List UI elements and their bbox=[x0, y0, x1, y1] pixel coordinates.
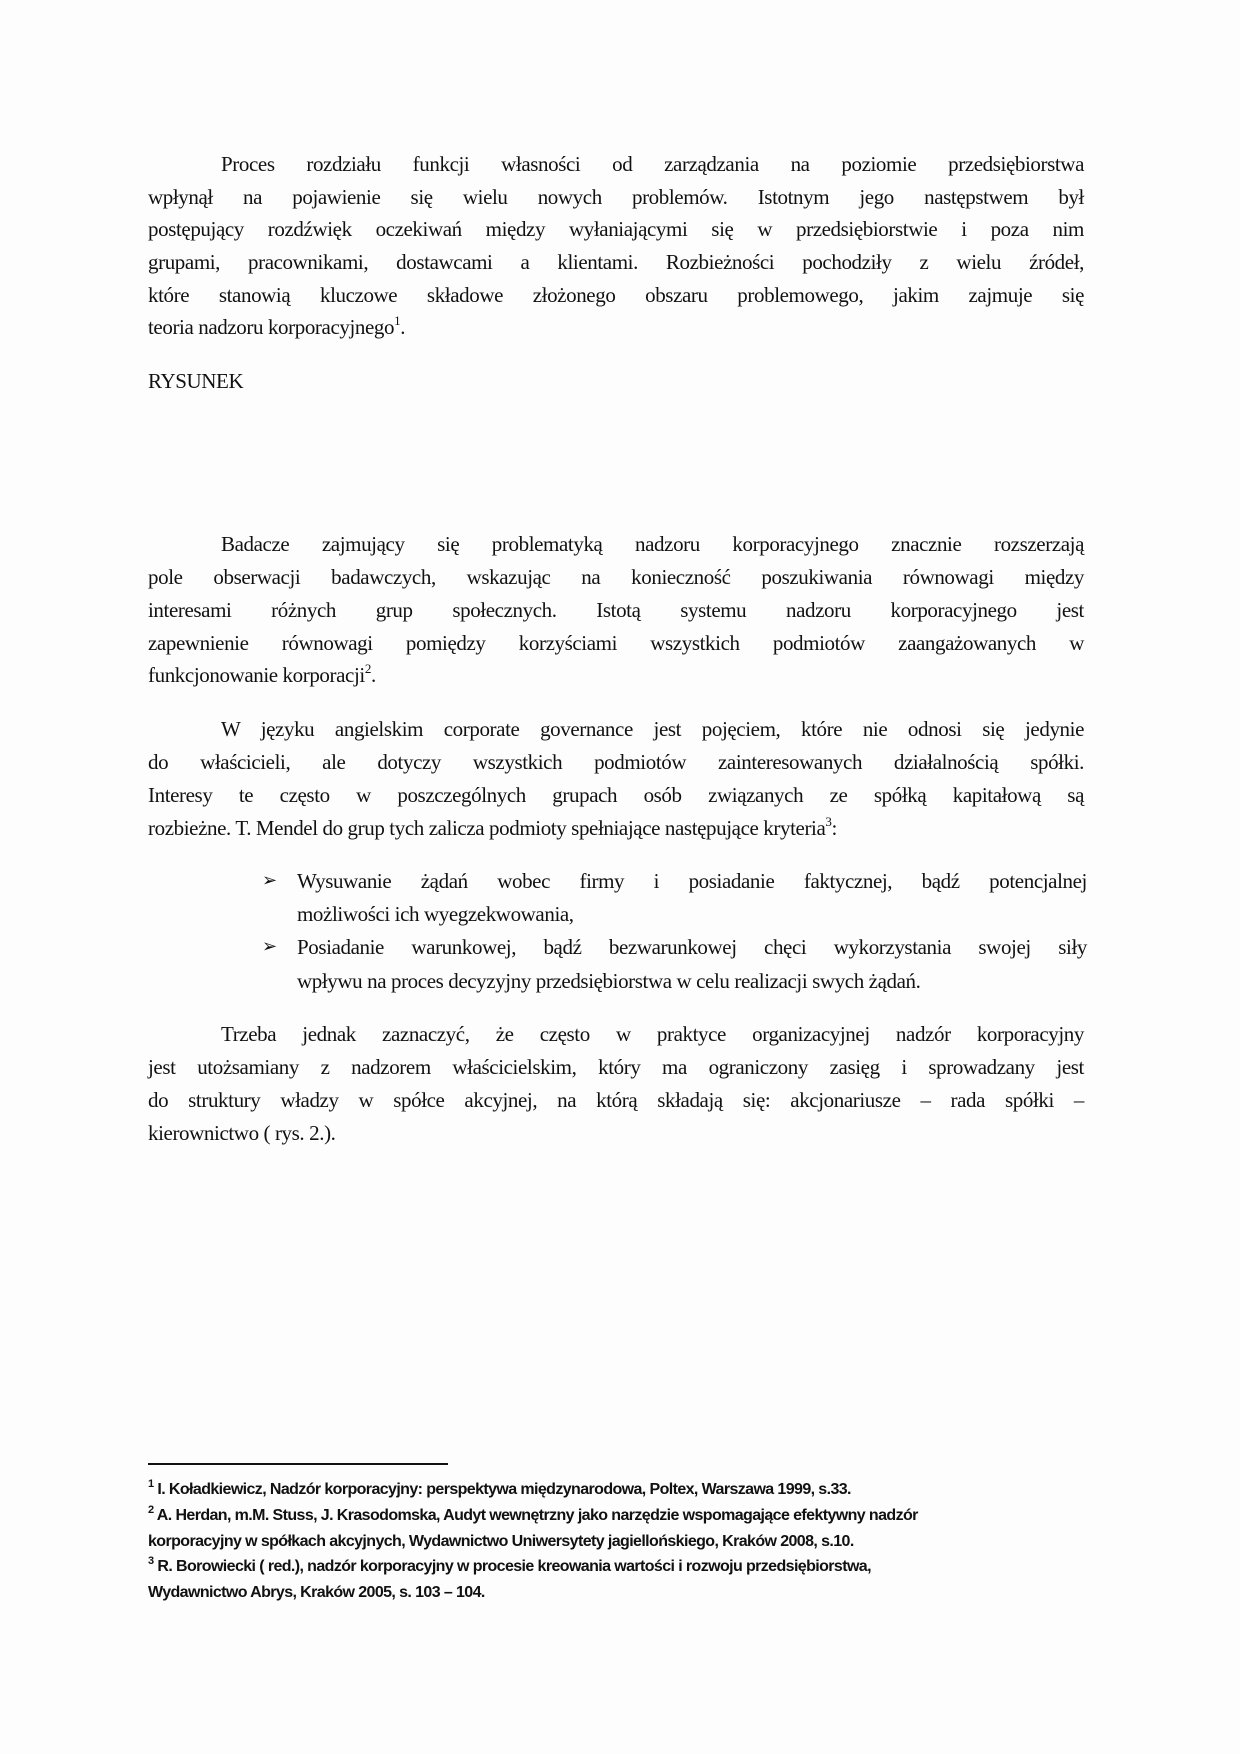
footnote-separator bbox=[148, 1463, 448, 1465]
paragraph-3-line: Interesy te często w poszczególnych grupach osób związanych ze spółką kapitałową są bbox=[148, 783, 1084, 807]
footnote-3 bbox=[148, 1557, 871, 1577]
paragraph-1-last-line bbox=[148, 314, 1084, 340]
footnote-text: I. Koładkiewicz, Nadzór korporacyjny: perspektywa międzynarodowa, Poltex, Warszawa 1999, s.33. bbox=[157, 1481, 851, 1498]
paragraph-1-line: grupami, pracownikami, dostawcami a klientami. Rozbieżności pochodziły z wielu źródeł, bbox=[148, 250, 1084, 274]
paragraph-3-last-line bbox=[148, 815, 1084, 841]
paragraph-1-line: wpłynął na pojawienie się wielu nowych problemów. Istotnym jego następstwem był bbox=[148, 185, 1084, 209]
bullet-item-line: Posiadanie warunkowej, bądź bezwarunkowej chęci wykorzystania swojej siły bbox=[297, 935, 1087, 959]
paragraph-4-line: do struktury władzy w spółce akcyjnej, na którą składają się: akcjonariusze – rada spółki – bbox=[148, 1088, 1084, 1112]
text: teoria nadzoru korporacyjnego bbox=[148, 315, 395, 339]
footnote-number: 3 bbox=[148, 1555, 154, 1567]
footnote-text: A. Herdan, m.M. Stuss, J. Krasodomska, Audyt wewnętrzny jako narzędzie wspomagające efektywny nadzór bbox=[156, 1507, 918, 1524]
footnote-2-cont: korporacyjny w spółkach akcyjnych, Wydawnictwo Uniwersytety jagiellońskiego, Kraków 2008, s.10. bbox=[148, 1533, 854, 1550]
paragraph-1-line: które stanowią kluczowe składowe złożonego obszaru problemowego, jakim zajmuje się bbox=[148, 283, 1084, 307]
paragraph-2-line: pole obserwacji badawczych, wskazując na konieczność poszukiwania równowagi między bbox=[148, 565, 1084, 589]
text: funkcjonowanie korporacji bbox=[148, 663, 365, 687]
footnote-ref-1: 1 bbox=[394, 313, 401, 328]
paragraph-4-line: jest utożsamiany z nadzorem właścicielskim, który ma ograniczony zasięg i sprowadzany jest bbox=[148, 1055, 1084, 1079]
paragraph-2-line: interesami różnych grup społecznych. Istotą systemu nadzoru korporacyjnego jest bbox=[148, 598, 1084, 622]
punct: . bbox=[400, 315, 406, 339]
paragraph-2-line: Badacze zajmujący się problematyką nadzoru korporacyjnego znacznie rozszerzają bbox=[221, 532, 1084, 556]
bullet-item-line: Wysuwanie żądań wobec firmy i posiadanie faktycznej, bądź potencjalnej bbox=[297, 869, 1087, 893]
footnote-3-cont: Wydawnictwo Abrys, Kraków 2005, s. 103 – 104. bbox=[148, 1584, 485, 1601]
paragraph-2-last-line bbox=[148, 662, 1084, 688]
footnote-2 bbox=[148, 1506, 918, 1526]
punct: . bbox=[370, 663, 376, 687]
footnote-number: 2 bbox=[148, 1504, 154, 1516]
paragraph-3-line: W języku angielskim corporate governance jest pojęciem, które nie odnosi się jedynie bbox=[221, 717, 1084, 741]
footnote-text: R. Borowiecki ( red.), nadzór korporacyjny w procesie kreowania wartości i rozwoju przedsiębiorstwa, bbox=[157, 1558, 871, 1575]
paragraph-2-line: zapewnienie równowagi pomiędzy korzyściami wszystkich podmiotów zaangażowanych w bbox=[148, 631, 1084, 655]
paragraph-1-line: postępujący rozdźwięk oczekiwań między wyłaniającymi się w przedsiębiorstwie i poza nim bbox=[148, 217, 1084, 241]
paragraph-1-line: Proces rozdziału funkcji własności od zarządzania na poziomie przedsiębiorstwa bbox=[221, 152, 1084, 176]
arrow-bullet-icon: ➢ bbox=[262, 936, 278, 957]
paragraph-4-line: Trzeba jednak zaznaczyć, że często w praktyce organizacyjnej nadzór korporacyjny bbox=[221, 1022, 1084, 1046]
footnote-ref-3: 3 bbox=[825, 814, 832, 829]
footnote-number: 1 bbox=[148, 1478, 154, 1490]
bullet-item-line: wpływu na proces decyzyjny przedsiębiorstwa w celu realizacji swych żądań. bbox=[297, 969, 921, 993]
bullet-item-line: możliwości ich wyegzekwowania, bbox=[297, 902, 574, 926]
figure-placeholder: RYSUNEK bbox=[148, 369, 244, 393]
text: rozbieżne. T. Mendel do grup tych zalicza podmioty spełniające następujące kryteria bbox=[148, 816, 826, 840]
paragraph-4-line: kierownictwo ( rys. 2.). bbox=[148, 1121, 336, 1145]
footnote-ref-2: 2 bbox=[364, 661, 371, 676]
paragraph-3-line: do właścicieli, ale dotyczy wszystkich podmiotów zainteresowanych działalnością spółki. bbox=[148, 750, 1084, 774]
footnote-1 bbox=[148, 1480, 851, 1500]
punct: : bbox=[831, 816, 837, 840]
arrow-bullet-icon: ➢ bbox=[262, 870, 278, 891]
